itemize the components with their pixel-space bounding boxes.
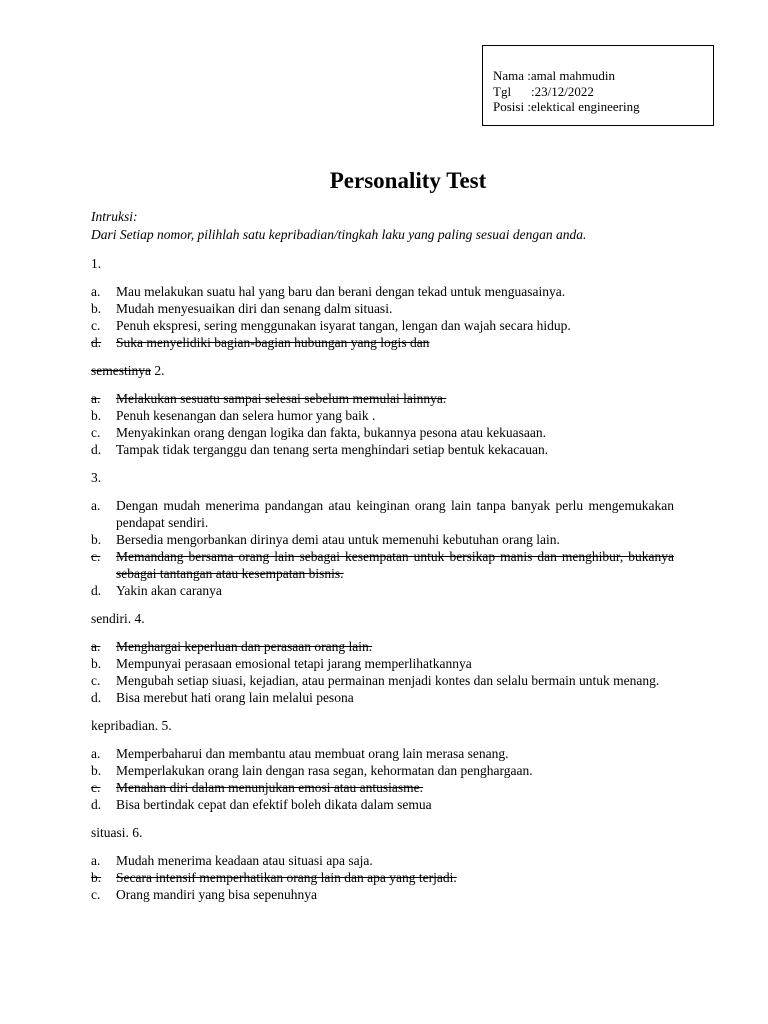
option-marker: c. (91, 780, 101, 795)
option-item (91, 638, 674, 655)
option-list (91, 852, 674, 903)
option-item (91, 852, 674, 869)
option-text: Orang mandiri yang bisa sepenuhnya (116, 887, 317, 902)
option-text: Mengubah setiap siuasi, kejadian, atau permainan menjadi kontes dan selalu bermain untuk menang. (116, 673, 660, 688)
question-number-label: 3. (91, 470, 102, 485)
option-text: Bisa merebut hati orang lain melalui pesona (116, 690, 354, 705)
option-item (91, 672, 674, 689)
option-marker: d. (91, 797, 102, 812)
option-text: Menahan diri dalam menunjukan emosi atau antusiasme. (116, 780, 424, 795)
posisi-value: elektical engineering (530, 99, 640, 114)
option-marker: d. (91, 690, 102, 705)
option-text: Mau melakukan suatu hal yang baru dan berani dengan tekad untuk menguasainya. (116, 284, 566, 299)
option-text: Memandang bersama orang lain sebagai kesempatan untuk bersikap manis dan menghibur, bukanya sebagai tantangan atau kesempatan bisnis. (116, 549, 674, 581)
option-marker: a. (91, 498, 101, 513)
option-marker: c. (91, 673, 101, 688)
option-marker: d. (91, 583, 102, 598)
question-number-label: 2. (154, 363, 165, 378)
option-marker: b. (91, 532, 102, 547)
option-text: Penuh kesenangan dan selera humor yang baik . (116, 408, 376, 423)
test-content (91, 208, 674, 903)
info-row-tgl (493, 84, 713, 100)
option-marker: d. (91, 442, 102, 457)
option-list (91, 745, 674, 813)
option-marker: a. (91, 746, 101, 761)
question-number (91, 469, 674, 487)
question-number (91, 824, 674, 842)
info-box (482, 45, 714, 126)
option-list (91, 497, 674, 599)
option-marker: a. (91, 284, 101, 299)
option-text: Penuh ekspresi, sering menggunakan isyarat tangan, lengan dan wajah secara hidup. (116, 318, 571, 333)
option-marker: a. (91, 639, 101, 654)
option-item (91, 300, 674, 317)
info-row-nama (493, 68, 713, 84)
instructions-text: Dari Setiap nomor, pilihlah satu kepribadian/tingkah laku yang paling sesuai dengan anda. (91, 227, 587, 242)
option-text: Mempunyai perasaan emosional tetapi jarang memperlihatkannya (116, 656, 472, 671)
question-number-label: 4. (134, 611, 145, 626)
option-text: Bersedia mengorbankan dirinya demi atau untuk memenuhi kebutuhan orang lain. (116, 532, 560, 547)
option-text: Memperlakukan orang lain dengan rasa segan, kehormatan dan penghargaan. (116, 763, 533, 778)
option-text: Memperbaharui dan membantu atau membuat orang lain merasa senang. (116, 746, 509, 761)
question-number (91, 255, 674, 273)
option-item (91, 424, 674, 441)
nama-label: Nama : (493, 68, 531, 83)
option-item (91, 283, 674, 300)
option-item (91, 317, 674, 334)
carryover-text: semestinya (91, 363, 151, 378)
option-marker: c. (91, 887, 101, 902)
option-marker: b. (91, 301, 102, 316)
option-item (91, 779, 674, 796)
option-marker: c. (91, 318, 101, 333)
option-item (91, 886, 674, 903)
nama-value: amal mahmudin (530, 68, 616, 83)
option-marker: c. (91, 549, 101, 564)
option-text: Tampak tidak terganggu dan tenang serta menghindari setiap bentuk kekacauan. (116, 442, 549, 457)
question-number (91, 362, 674, 380)
option-marker: a. (91, 391, 101, 406)
option-marker: c. (91, 425, 101, 440)
option-list (91, 283, 674, 351)
info-row-posisi (493, 99, 713, 115)
option-text: Dengan mudah menerima pandangan atau keinginan orang lain tanpa banyak perlu mengemukakan pendapat sendiri. (116, 498, 674, 530)
option-item (91, 497, 674, 531)
option-item (91, 407, 674, 424)
instructions-label: Intruksi: (91, 209, 138, 224)
option-text: Menghargai keperluan dan perasaan orang lain. (116, 639, 373, 654)
option-item (91, 531, 674, 548)
option-marker: b. (91, 656, 102, 671)
carryover-text: sendiri. (91, 611, 132, 626)
tgl-label: Tgl (493, 83, 512, 99)
option-marker: b. (91, 408, 102, 423)
option-marker: d. (91, 335, 102, 350)
question-sections (91, 255, 674, 903)
question-number-label: 6. (132, 825, 143, 840)
option-text: Menyakinkan orang dengan logika dan fakta, bukannya pesona atau kekuasaan. (116, 425, 546, 440)
option-item (91, 869, 674, 886)
option-text: Melakukan sesuatu sampai selesai sebelum memulai lainnya. (116, 391, 447, 406)
option-text: Yakin akan caranya (116, 583, 222, 598)
option-list (91, 390, 674, 458)
option-text: Mudah menerima keadaan atau situasi apa saja. (116, 853, 373, 868)
tgl-value: :23/12/2022 (531, 83, 594, 99)
posisi-label: Posisi : (493, 99, 531, 114)
option-item (91, 334, 674, 351)
option-item (91, 762, 674, 779)
question-number (91, 717, 674, 735)
option-text: Secara intensif memperhatikan orang lain dan apa yang terjadi. (116, 870, 457, 885)
option-text: Bisa bertindak cepat dan efektif boleh dikata dalam semua (116, 797, 432, 812)
carryover-text: situasi. (91, 825, 129, 840)
option-item (91, 441, 674, 458)
option-marker: a. (91, 853, 101, 868)
question-number-label: 5. (161, 718, 172, 733)
option-item (91, 689, 674, 706)
option-list (91, 638, 674, 706)
option-item (91, 390, 674, 407)
option-text: Suka menyelidiki bagian-bagian hubungan yang logis dan (116, 335, 430, 350)
page-title: Personality Test (329, 168, 487, 193)
option-marker: b. (91, 763, 102, 778)
carryover-text: kepribadian. (91, 718, 159, 733)
option-item (91, 745, 674, 762)
option-item (91, 655, 674, 672)
option-item (91, 582, 674, 599)
option-text: Mudah menyesuaikan diri dan senang dalm situasi. (116, 301, 393, 316)
option-item (91, 796, 674, 813)
question-number (91, 610, 674, 628)
option-marker: b. (91, 870, 102, 885)
question-number-label: 1. (91, 256, 102, 271)
option-item (91, 548, 674, 582)
